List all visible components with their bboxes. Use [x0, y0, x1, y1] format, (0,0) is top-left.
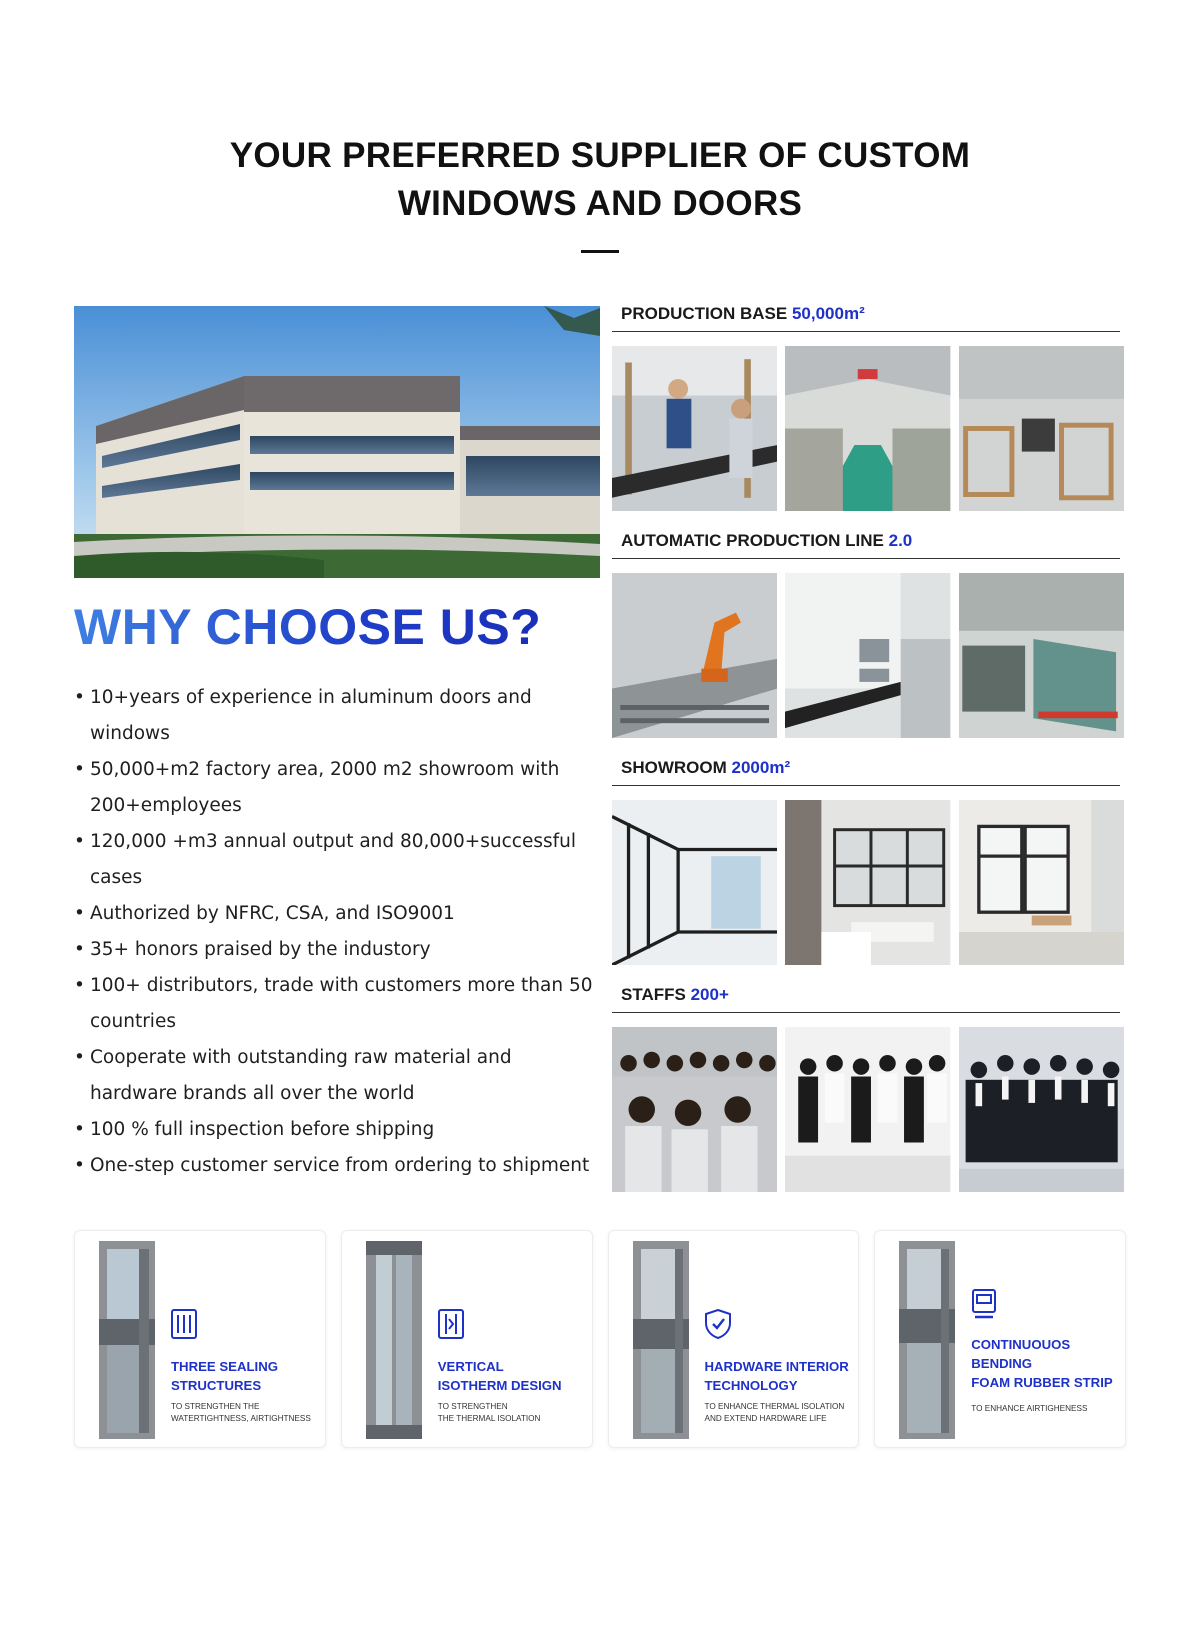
feature-subtitle: TO STRENGTHEN THE THERMAL ISOLATION: [437, 1402, 541, 1423]
photo-sections: [612, 296, 1124, 1192]
window-profile-icon: [895, 1235, 959, 1445]
list-item: • 10+years of experience in aluminum doors and windows: [74, 680, 594, 752]
page-headline: [0, 132, 1200, 253]
feature-subtitle: TO STRENGTHEN THE WATERTIGHTNESS, AIRTIGHTNESS: [171, 1402, 311, 1423]
list-item: • 100+ distributors, trade with customers more than 50 countries: [74, 968, 594, 1040]
isotherm-icon: [438, 1309, 464, 1339]
section-automatic-production-line: [612, 523, 1124, 738]
headline-line-2: WINDOWS AND DOORS: [397, 184, 803, 223]
feature-subtitle: TO ENHANCE AIRTIGHENESS: [971, 1404, 1088, 1413]
headline-line-1: YOUR PREFERRED SUPPLIER OF CUSTOM: [229, 136, 971, 175]
list-item: • One-step customer service from ordering to shipment: [74, 1148, 594, 1184]
window-profile-icon: [629, 1235, 693, 1445]
strip-icon: [971, 1289, 997, 1319]
list-item: • Authorized by NFRC, CSA, and ISO9001: [74, 896, 594, 932]
headline-divider: [581, 250, 619, 253]
assembly-hall-photo: [959, 346, 1124, 511]
factory-staff-photo: [612, 1027, 777, 1192]
feature-card-isotherm: [341, 1230, 593, 1448]
showroom-dining-photo: [959, 800, 1124, 965]
section-production-base: [612, 296, 1124, 511]
list-item: • 120,000 +m3 annual output and 80,000+successful cases: [74, 824, 594, 896]
feature-card-hardware: [608, 1230, 860, 1448]
list-item: • 100 % full inspection before shipping: [74, 1112, 594, 1148]
why-title-text: WHY CHOOSE US?: [74, 599, 542, 655]
showroom-corridor-photo: [612, 800, 777, 965]
why-choose-us-title: [74, 598, 541, 656]
feature-title: CONTINUOUOS BENDING FOAM RUBBER STRIP: [971, 1337, 1113, 1390]
feature-subtitle: TO ENHANCE THERMAL ISOLATION AND EXTEND HARDWARE LIFE: [704, 1402, 845, 1423]
list-item: • 50,000+m2 factory area, 2000 m2 showroom with 200+employees: [74, 752, 594, 824]
feature-title: HARDWARE INTERIOR TECHNOLOGY: [704, 1359, 849, 1393]
benefits-list: [74, 680, 594, 1184]
office-staff-photo: [785, 1027, 950, 1192]
section-staffs: [612, 977, 1124, 1192]
list-item: • 35+ honors praised by the industory: [74, 932, 594, 968]
factory-floor-photo: [785, 346, 950, 511]
showroom-living-area-photo: [785, 800, 950, 965]
feature-title: VERTICAL ISOTHERM DESIGN: [437, 1359, 562, 1393]
management-team-photo: [959, 1027, 1124, 1192]
shield-icon: [705, 1309, 731, 1339]
feature-card-foam-strip: [874, 1230, 1126, 1448]
window-profile-icon: [362, 1235, 426, 1445]
window-profile-icon: [95, 1235, 159, 1445]
section-title: SHOWROOM 2000m²: [612, 750, 1120, 786]
factory-building-image: [74, 306, 600, 578]
section-title: STAFFS 200+: [612, 977, 1120, 1013]
processing-machine-photo: [785, 573, 950, 738]
feature-cards: [74, 1230, 1126, 1448]
section-title: AUTOMATIC PRODUCTION LINE 2.0: [612, 523, 1120, 559]
feature-card-sealing: [74, 1230, 326, 1448]
robotic-arm-photo: [612, 573, 777, 738]
feature-title: THREE SEALING STRUCTURES: [171, 1359, 278, 1393]
section-showroom: [612, 750, 1124, 965]
section-title: PRODUCTION BASE 50,000m²: [612, 296, 1120, 332]
glass-storage-photo: [959, 573, 1124, 738]
list-item: • Cooperate with outstanding raw material and hardware brands all over the world: [74, 1040, 594, 1112]
workers-assembling-photo: [612, 346, 777, 511]
seal-icon: [171, 1309, 197, 1339]
